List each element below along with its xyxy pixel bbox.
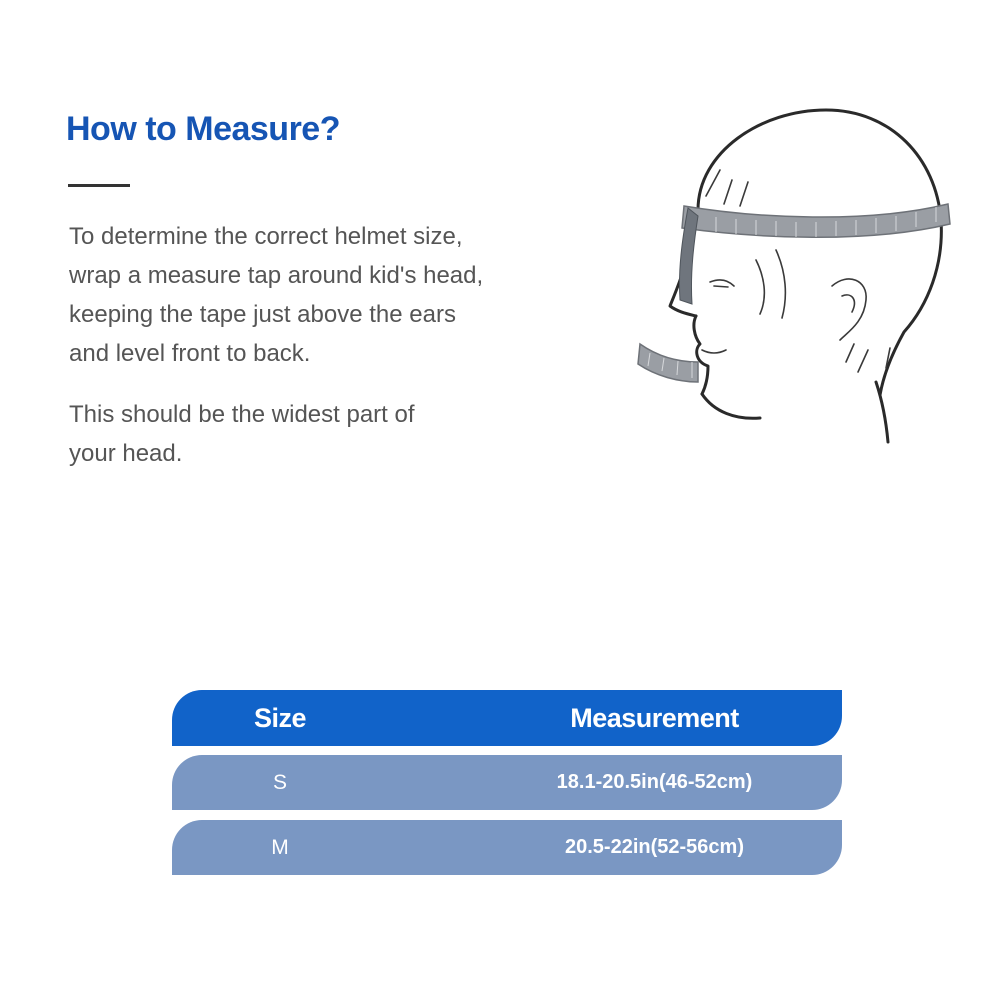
table-row — [172, 820, 842, 875]
widest-part-note: This should be the widest part of your head. — [69, 401, 415, 467]
measure-instructions: To determine the correct helmet size, wrap a measure tap around kid's head, keeping the tape just above the ears and level front to back. — [69, 223, 484, 367]
table-row — [172, 755, 842, 810]
size-cell: M — [271, 835, 289, 859]
size-cell: S — [272, 770, 287, 794]
child-head-measuring-illustration — [636, 100, 966, 450]
child-head-with-measuring-tape-icon — [636, 100, 966, 450]
measurement-column-header: Measurement — [570, 702, 739, 733]
title-divider — [68, 184, 130, 187]
size-chart-table — [172, 690, 842, 875]
table-header-row — [172, 690, 842, 746]
measurement-cell: 18.1-20.5in(46-52cm) — [556, 771, 753, 793]
measurement-cell: 20.5-22in(52-56cm) — [565, 836, 744, 858]
size-column-header: Size — [253, 702, 307, 733]
page-title: How to Measure? — [66, 110, 340, 148]
